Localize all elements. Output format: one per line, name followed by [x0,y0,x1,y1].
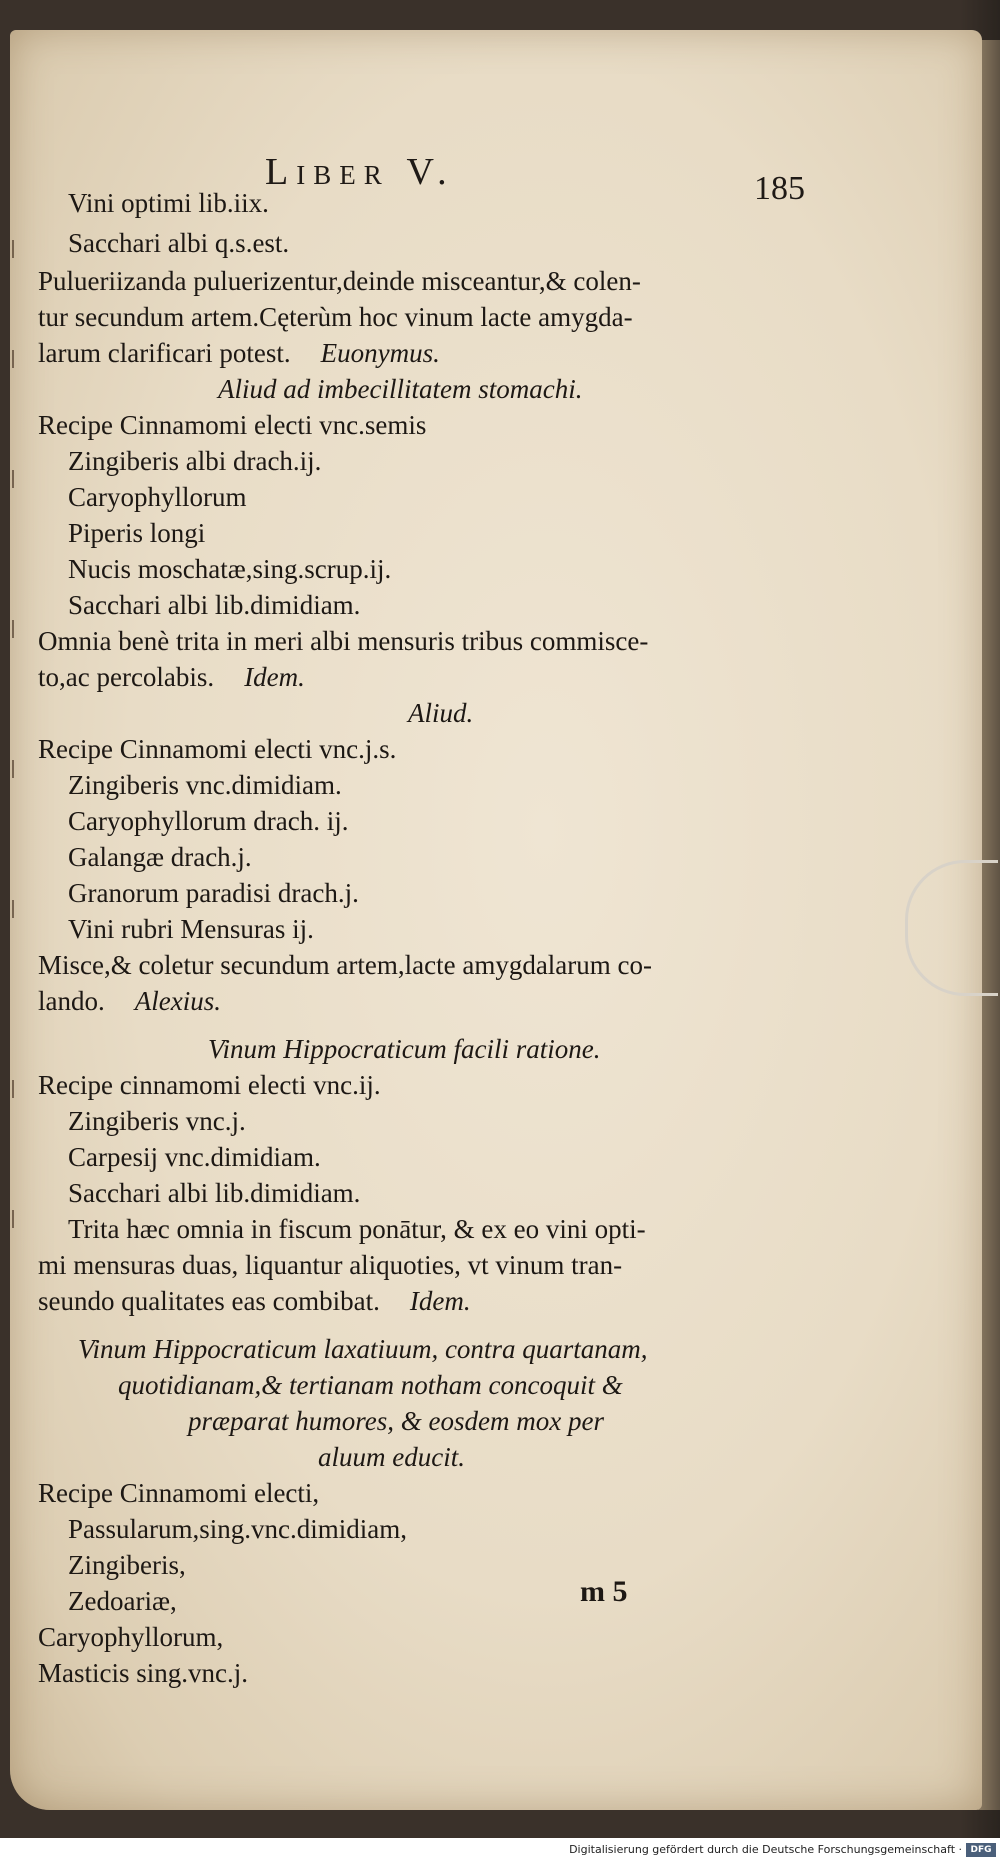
text-line [38,950,652,981]
text-line-content: Caryophyllorum drach. ij. [68,806,349,836]
text-line-content: Granorum paradisi drach.j. [68,878,359,908]
text-line-content: Recipe cinnamomi electi vnc.ij. [38,1070,381,1100]
text-line-content: Vinum Hippocraticum facili ratione. [208,1034,601,1064]
text-line-content: Caryophyllorum [68,482,247,512]
text-line-content: lando. [38,986,105,1016]
text-line-content: Aliud. [408,698,474,728]
text-line-content: to,ac percolabis. [38,662,215,692]
text-line-content: Nucis moschatæ,sing.scrup.ij. [68,554,392,584]
text-line-content: Carpesij vnc.dimidiam. [68,1142,321,1172]
text-line-content: Galangæ drach.j. [68,842,252,872]
text-line [38,1622,223,1653]
text-line-content: Vini optimi lib.iix. [68,188,269,218]
text-line [38,986,221,1017]
text-line [68,1142,321,1173]
text-line-content: Sacchari albi lib.dimidiam. [68,1178,361,1208]
text-line [68,878,359,909]
text-line [38,1286,471,1317]
text-line [38,1070,381,1101]
text-line [38,410,426,441]
text-line [68,1586,177,1617]
text-line-content: aluum educit. [318,1442,465,1472]
dfg-logo: DFG [966,1843,996,1857]
source-attribution: Alexius. [134,986,221,1016]
text-line-content: mi mensuras duas, liquantur aliquoties, vt vinum tran- [38,1250,623,1280]
text-line [68,1178,360,1209]
text-line-content: seundo qualitates eas combibat. [38,1286,380,1316]
text-line-content: Zingiberis albi drach.ij. [68,446,322,476]
text-line [208,1034,600,1065]
margin-marks [10,200,26,1300]
text-line [38,1658,248,1689]
text-line [68,228,289,259]
text-line [318,1442,465,1473]
source-attribution: Idem. [244,662,305,692]
text-line-content: Misce,& coletur secundum artem,lacte amygdalarum co- [38,950,653,980]
text-line-content: Zingiberis, [68,1550,186,1580]
signature-mark: m 5 [580,1575,628,1608]
text-line [78,1334,647,1365]
credit-bar [0,1838,1000,1860]
text-line [38,734,396,765]
text-line [68,590,360,621]
text-line [38,626,648,657]
text-line [68,554,391,585]
text-line [38,338,440,369]
text-line-content: larum clarificari potest. [38,338,291,368]
text-line-content: Pulueriizanda puluerizentur,deinde misceantur,& colen- [38,266,641,296]
text-line [38,302,633,333]
text-line-content: Piperis longi [68,518,206,548]
text-line [68,1514,407,1545]
text-line-content: Aliud ad imbecillitatem stomachi. [218,374,583,404]
text-line-content: Recipe Cinnamomi electi, [38,1478,320,1508]
text-line [68,842,252,873]
text-line [118,1370,623,1401]
text-line [38,1250,622,1281]
text-line-content: Zingiberis vnc.j. [68,1106,246,1136]
text-line-content: Vinum Hippocraticum laxatiuum, contra quartanam, [78,1334,648,1364]
source-attribution: Euonymus. [320,338,440,368]
text-line [68,1106,246,1137]
running-title: Liber V. [265,151,455,193]
credit-text: Digitalisierung gefördert durch die Deutsche Forschungsgemeinschaft · [569,1843,962,1856]
page-clip [905,860,998,996]
text-line [68,1550,186,1581]
text-line [188,1406,604,1437]
text-line [218,374,582,405]
text-line-content: Caryophyllorum, [38,1622,224,1652]
text-line-content: Masticis sing.vnc.j. [38,1658,248,1688]
text-line [38,662,305,693]
text-line [68,446,321,477]
text-line [68,482,246,513]
text-line [38,266,641,297]
text-line [38,1478,319,1509]
text-line [68,806,348,837]
text-line-content: Sacchari albi lib.dimidiam. [68,590,361,620]
text-line-content: Recipe Cinnamomi electi vnc.j.s. [38,734,397,764]
text-line-content: Vini rubri Mensuras ij. [68,914,314,944]
text-line [68,770,342,801]
text-line-content: Omnia benè trita in meri albi mensuris tribus commisce- [38,626,649,656]
text-line [68,914,314,945]
text-line-content: tur secundum artem.Cęterùm hoc vinum lacte amygda- [38,302,633,332]
text-line-content: Passularum,sing.vnc.dimidiam, [68,1514,407,1544]
text-line [68,1214,646,1245]
source-attribution: Idem. [409,1286,471,1316]
page-number: 185 [754,170,805,207]
text-line-content: Sacchari albi q.s.est. [68,228,290,258]
text-line-content: Zedoariæ, [68,1586,177,1616]
text-line [68,518,205,549]
text-line-content: Recipe Cinnamomi electi vnc.semis [38,410,427,440]
text-line [408,698,473,729]
text-line-content: præparat humores, & eosdem mox per [188,1406,604,1436]
text-line-content: quotidianam,& tertianam notham concoquit & [118,1370,623,1400]
text-line-content: Trita hæc omnia in fiscum ponātur, & ex eo vini opti- [68,1214,646,1244]
text-line [68,188,269,219]
text-line-content: Zingiberis vnc.dimidiam. [68,770,342,800]
